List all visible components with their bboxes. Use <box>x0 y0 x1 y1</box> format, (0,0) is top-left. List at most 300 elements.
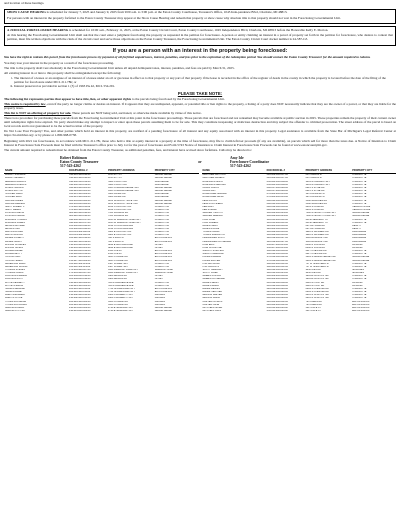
cell-parcel: 300-026-400-024-00 <box>266 212 288 215</box>
cell-address: 1407 KINSEL HWY <box>108 262 129 265</box>
cell-parcel: 070-010-100-011-00 <box>69 205 91 208</box>
cell-parcel: 100-030-200-040-00 <box>69 227 91 230</box>
cell-address: 8460 N STATE RD <box>305 246 325 249</box>
cell-city: DIMONDALE <box>154 183 169 186</box>
cell-city: GRAND LEDGE <box>154 190 172 193</box>
cell-name: WAGGY BEVERLY <box>5 177 26 180</box>
cell-city: VERMONTVILLE <box>352 205 371 208</box>
cell-city: CHARLOTTE <box>154 205 169 208</box>
cell-parcel: 160-011-300-019-00 <box>69 262 91 265</box>
cell-address: 9120 VERMONTVILLE HWY <box>108 269 138 271</box>
cell-city: LANSING <box>154 297 165 300</box>
header-name: NAME <box>202 170 266 173</box>
cell-parcel: 240-008-300-017-00 <box>266 174 288 177</box>
cell-city: DIMONDALE <box>352 240 367 243</box>
cell-parcel: 440-023-200-001-00 <box>266 300 288 303</box>
cell-city: LANSING <box>154 303 165 306</box>
contact-title: Foreclosure Coordinator <box>230 160 270 164</box>
cell-parcel: 200-016-300-011-00 <box>69 287 91 290</box>
cell-parcel: 220-029-100-004-00 <box>69 300 91 303</box>
cell-address: 1845 E CLINTON TRL <box>305 278 329 281</box>
cell-name: MARTIN JOYCE <box>5 297 23 300</box>
cell-address: 2043 S IONIA RD <box>305 209 324 212</box>
cell-parcel: 360-034-100-003-00 <box>266 250 288 253</box>
cell-city: VERMONTVILLE <box>352 209 371 212</box>
cell-address: 717 W SHEPHERD ST <box>305 262 330 265</box>
judicial-text: is scheduled for 10:00 a.m., February 11, 2025, at the Eaton County Circuit Court, Eaton County Courthouse, 1045 Independence Blvd, Charlotte, MI 48813 before the Honorable Kelly E. Morton. <box>68 27 329 32</box>
cell-city: OLIVET <box>154 243 164 246</box>
cell-name: WALKER TIMOTHY <box>202 212 224 215</box>
header-address: PROPERTY ADDRESS <box>305 170 352 173</box>
cell-name: JACKSON ANDREW <box>5 275 27 278</box>
cell-name: CARTER BRENDA <box>5 202 25 205</box>
cell-name: BAKER HEATHER <box>202 291 222 294</box>
cell-parcel: 350-007-200-015-00 <box>266 243 288 246</box>
auction-paragraph: There is no procedure for purchasing these parcels from the Foreclosing Governmental Unit at this point in the foreclosure proceedings. Those parcels that are foreclosed and not redeemed may become available at public auction in 2025. These properties remain the property of their current owner until redemption rights have expired. No party should make any attempt to inspect or enter upon these parcels assuming them to be for sale. This may constitute trespassing or malicious destruction and may subject the offender to criminal prosecution. The street address of the parcel is based on local records and is not guaranteed to be the actual location of the property. <box>4 116 396 129</box>
surplus-paragraph: Beginning with 2021 tax foreclosures, in accordance with MCL 211.78t, those who held a title or equity interest in a property at the time of foreclosure, may file to claim leftover proceeds (if any are available), on parcels which sell for more than the taxes due. A Notice of Intention to Claim Interest in Foreclosure Sale Proceeds must be filed with the Treasurer's office prior to July 1st for the year of foreclosure and Form 5743 Notice of Intention to Claim Interest in Foreclosure Sale Proceeds can be found at www.eatoncountymi.gov. <box>4 138 396 147</box>
cell-city: EATON RAPIDS <box>154 250 172 253</box>
cell-address: 1101 W MOUNT HOPE HWY <box>108 199 139 202</box>
cell-city: DEWITT <box>352 227 362 230</box>
cell-parcel: 450-011-300-034-00 <box>266 310 288 313</box>
cell-address: 2235 N CLINTON TRL <box>305 297 329 300</box>
cell-address: 1184 WINDSOR HWY <box>305 240 329 243</box>
cell-address: 8832 E MICHIGAN AVE <box>108 246 133 249</box>
cell-city: CHARLOTTE <box>352 221 367 224</box>
show-cause-text-2: For persons with an interest in the property forfeited to the Eaton County Treasurer may appear at the Show Cause Hearing and redeem that property or show cause why absolute title to that property should not vest in the Foreclosing Governmental Unit. <box>7 15 341 20</box>
cell-parcel: 410-030-300-008-00 <box>266 284 288 287</box>
cell-city: CHARLOTTE <box>154 265 169 268</box>
cell-parcel: 400-006-200-038-00 <box>266 278 288 281</box>
cell-name: MILLER JOSEPH <box>5 237 24 240</box>
cell-name: HARRIS DIANE <box>5 291 22 294</box>
cell-city: DIMONDALE <box>352 231 367 234</box>
cell-name: WALKER BRENDA <box>202 215 223 218</box>
cell-name: ALLEN NICOLE <box>202 227 220 230</box>
contact-coordinator <box>230 156 340 169</box>
cell-city: CHARLOTTE <box>352 253 367 256</box>
cell-address: 1101 W MOUNT HOPE HWY <box>108 202 139 205</box>
header-parcel: DOC/PARCEL # <box>68 170 107 173</box>
cell-city: CHARLOTTE <box>352 275 367 278</box>
cell-city: CHARLOTTE <box>352 190 367 193</box>
cell-address: 3920 N GUNNELL RD <box>305 231 329 234</box>
note-bold: The following list represents parties that appear to have title, lien, or other apparent rights <box>4 96 132 101</box>
cell-name: LEWIS RYAN <box>202 199 217 202</box>
table-row <box>202 310 397 313</box>
cell-address: 7651 LANSING RD <box>108 215 129 218</box>
cell-name: MYERS HAROLD <box>5 186 24 189</box>
cell-address: 6045 S CANAL RD <box>108 256 128 259</box>
cell-name: KING CHRISTINE <box>202 246 222 249</box>
cell-name: LOPEZ ANDREW <box>202 256 221 259</box>
cell-name: MOORE BETTY <box>5 253 22 256</box>
cell-address: 503 STATE ST <box>305 306 321 309</box>
cell-city: EATON RAPIDS <box>154 259 172 262</box>
cell-name: WRIGHT STEPHEN <box>202 250 224 253</box>
cell-city: GRAND LEDGE <box>352 259 370 262</box>
cell-city: OLIVET <box>154 275 164 278</box>
header-name: NAME <box>4 170 68 173</box>
cell-address: 2310 N M-50 <box>108 253 122 256</box>
cell-address: 503 STATE ST <box>305 310 321 313</box>
cell-address: 615 HARRIS ST <box>305 174 323 177</box>
cell-city: MULLIKEN <box>352 269 364 271</box>
cell-name: TAYLOR HELEN <box>5 259 23 262</box>
cell-parcel: 070-010-100-011-00 <box>69 209 91 212</box>
cell-parcel: 260-017-400-028-00 <box>266 190 288 193</box>
cell-address: 4401 E CLINTON TRL <box>108 234 132 237</box>
cell-city: VERMONTVILLE <box>154 272 173 275</box>
cell-city: CHARLOTTE <box>352 291 367 294</box>
not-offering: This list is NOT an offering of property for sale. <box>4 111 72 116</box>
show-cause-box <box>4 9 396 25</box>
cell-name: HERNANDEZ SCOTT <box>202 237 226 240</box>
cell-city: CHARLOTTE <box>154 284 169 287</box>
cell-city: DIMONDALE <box>352 237 367 240</box>
cell-name: RODRIGUEZ JEFFREY <box>202 193 228 196</box>
cell-address: 511 W LAWRENCE AVE <box>108 284 134 287</box>
cell-address: 5093 S GRAND LEDGE HWY <box>305 256 337 259</box>
cell-name: JACKSON RUTH <box>5 278 24 281</box>
cell-name: ADAMS MARIA <box>202 284 219 287</box>
cell-address: 2790 E SAGINAW HWY <box>108 306 134 309</box>
cell-name: MARTINEZ ANTHONY <box>202 174 227 177</box>
cell-address: 4456 N CANAL RD <box>108 300 128 303</box>
cell-parcel: 200-016-300-011-00 <box>69 291 91 294</box>
cell-address: 3388 BRIGGS RD <box>108 278 127 281</box>
cell-name: TAYLOR PAUL <box>5 256 21 259</box>
cell-city: CHARLOTTE <box>352 183 367 186</box>
cell-address: 6045 S CANAL RD <box>108 259 128 262</box>
cell-parcel: 050-015-300-002-00 <box>69 196 91 199</box>
cell-address: 6675 E HOWE RD <box>305 224 325 227</box>
contact-name: Amy Ide <box>230 155 244 160</box>
cell-address: 2617 CHESTER RD <box>305 250 327 253</box>
cell-address: 9352 IVES RD <box>305 272 321 275</box>
existing-interest-paragraph: All existing interest in or lien to this property shall be extinguished except the following: <box>4 71 122 76</box>
cell-parcel: 220-029-100-004-00 <box>69 303 91 306</box>
cell-name: CLARK AMY <box>202 190 216 193</box>
cell-parcel: 150-027-100-002-00 <box>69 256 91 259</box>
cell-name: HOOKER LARRY <box>5 193 24 196</box>
cell-parcel: 270-004-200-013-00 <box>266 193 288 196</box>
cell-name: MARTINEZ ANGELA <box>202 177 225 180</box>
cell-name: MOORE DANIEL <box>5 250 23 253</box>
cell-city: CHARLOTTE <box>352 294 367 297</box>
redeem-paragraph: You have the right to redeem this parcel from the foreclosure process by payment of all forfeited unpaid taxes, interest, penalties, and fees prior to the expiration of the redemption period. You should contact the Eaton County Treasurer for the amount required to redeem. <box>4 55 371 60</box>
cell-name: WHITE SHARON <box>5 284 24 287</box>
cell-parcel: 090-006-100-017-00 <box>69 221 91 224</box>
cell-address: 1212 N COCHRAN AVE <box>108 224 133 227</box>
cell-city: OLIVET <box>154 246 164 249</box>
cell-name: HALL JOSE <box>202 218 215 221</box>
cell-city: GRAND LEDGE <box>154 306 172 309</box>
table-row <box>4 310 199 313</box>
cell-address: 1908 S WAVERLY HWY <box>108 297 134 300</box>
cell-parcel: 380-025-400-012-00 <box>266 262 288 265</box>
cell-city: GRAND LEDGE <box>154 202 172 205</box>
cell-name: BRENNAN LINDA M <box>5 183 27 186</box>
cell-name: GARCIA CYNTHIA <box>5 310 25 313</box>
cell-parcel: 180-009-200-014-00 <box>69 275 91 278</box>
cell-city: EATON RAPIDS <box>352 300 370 303</box>
contact-treasurer <box>60 156 170 169</box>
cell-name: THOMPSON LAURA <box>5 303 27 306</box>
parcel-table-left-body <box>4 174 199 313</box>
cell-address: 6160 CANAL RD <box>108 193 126 196</box>
cell-name: HILL CAROLYN <box>202 265 220 268</box>
cell-address: 615 HARRIS ST <box>305 177 323 180</box>
cell-name: CARTER JAMES <box>5 199 23 202</box>
cell-address: 9120 VERMONTVILLE HWY <box>108 272 138 275</box>
cell-address: 1212 N COCHRAN AVE <box>108 227 133 230</box>
cell-name: MILLER NANCY <box>5 240 23 243</box>
cell-address: 1276 LANSING ST <box>305 193 326 196</box>
cell-parcel: 330-028-300-010-00 <box>266 231 288 234</box>
cell-name: LEE GARY <box>202 205 215 208</box>
cell-name: WILLIAMS KAREN <box>5 221 25 224</box>
cell-address: 8832 E MICHIGAN AVE <box>108 243 133 246</box>
cell-address: 2235 N CLINTON TRL <box>305 294 329 297</box>
cell-city: DIMONDALE <box>154 196 169 199</box>
cell-parcel: 140-018-200-033-00 <box>69 250 91 253</box>
cell-parcel: 050-015-300-002-00 <box>69 193 91 196</box>
cell-name: JOHNSON KEVIN <box>5 212 25 215</box>
cell-parcel: 060-001-200-020-00 <box>69 199 91 202</box>
cell-parcel: 230-013-200-022-00 <box>69 310 91 313</box>
cell-city: GRAND LEDGE <box>154 174 172 177</box>
cell-address: 7724 SPICERVILLE HWY <box>108 287 135 290</box>
cell-address: 1215 4TH ST <box>108 177 122 180</box>
cell-name: SCOTT JANET <box>202 272 219 275</box>
cell-parcel: 130-005-400-021-00 <box>69 243 91 246</box>
cell-parcel: 440-023-200-001-00 <box>266 303 288 306</box>
cell-address: 410 E SEMINARY ST <box>305 218 328 221</box>
cell-name: KING ERIC <box>202 243 215 246</box>
contacts <box>4 156 396 169</box>
cell-city: CHARLOTTE <box>352 287 367 290</box>
cell-parcel: 290-012-300-006-00 <box>266 205 288 208</box>
cell-address: 5420 S ROOT RD <box>108 183 127 186</box>
header-address: PROPERTY ADDRESS <box>107 170 154 173</box>
cell-name: BRENNAN DAVID A <box>5 180 27 183</box>
cell-name: BAKER DENNIS <box>202 287 220 290</box>
contact-name: Robert Robinson <box>60 155 87 160</box>
cell-address: 2310 N M-50 <box>108 250 122 253</box>
cell-name: THOMAS CAROL <box>5 272 24 275</box>
cell-parcel: 010-016-100-010-00 <box>69 174 91 177</box>
cell-parcel: 370-010-300-032-00 <box>266 259 288 262</box>
cell-city: CHARLOTTE <box>352 193 367 196</box>
cell-name: BROWN LISA <box>5 227 20 230</box>
cell-name: BROWN MICHAEL <box>5 224 25 227</box>
cell-city: CHARLOTTE <box>352 196 367 199</box>
cell-parcel: 080-020-400-030-00 <box>69 215 91 218</box>
cell-city: CHARLOTTE <box>352 265 367 268</box>
cell-name: JOHNSON SARAH <box>5 215 26 218</box>
cell-address: 7192 W MOUNT HOPE HWY <box>305 215 337 218</box>
exceptions-list <box>4 77 396 89</box>
cell-address: 3455 N GRAND LEDGE HWY <box>108 190 140 193</box>
cell-parcel: 280-031-100-036-00 <box>266 199 288 202</box>
cell-name: SMITH DEBRA <box>5 209 21 212</box>
cell-city: CHARLOTTE <box>352 177 367 180</box>
cell-address: 4126 W HOLT RD <box>305 284 325 287</box>
cell-city: EATON RAPIDS <box>154 253 172 256</box>
cell-name: YOUNG SAMANTHA <box>202 234 225 237</box>
cell-parcel: 080-020-400-030-00 <box>69 212 91 215</box>
cell-address: 7651 LANSING RD <box>108 212 129 215</box>
cell-parcel: 270-004-200-013-00 <box>266 196 288 199</box>
cell-city: LANSING <box>352 243 363 246</box>
cell-name: ADAMS JERRY <box>202 281 220 284</box>
cell-city: GRAND LEDGE <box>154 310 172 313</box>
cell-parcel: 310-015-200-031-00 <box>266 221 288 224</box>
cell-parcel: 040-024-400-005-00 <box>69 186 91 189</box>
cell-parcel: 370-010-300-032-00 <box>266 256 288 259</box>
cell-address: 717 W SHEPHERD ST <box>305 265 330 268</box>
cell-address: 6160 CANAL RD <box>108 196 126 199</box>
cell-parcel: 180-009-200-014-00 <box>69 278 91 281</box>
cell-city: CHARLOTTE <box>154 209 169 212</box>
cell-parcel: 130-005-400-021-00 <box>69 246 91 249</box>
cell-city: EATON RAPIDS <box>352 306 370 309</box>
cell-name: NELSON DIANA <box>202 297 220 300</box>
cell-city: GRAND LEDGE <box>352 256 370 259</box>
cell-city: VERMONTVILLE <box>154 269 173 271</box>
cell-name: HOOKER MARY <box>5 196 23 199</box>
cell-city: DIMONDALE <box>154 193 169 196</box>
cell-name: HALL PAMELA <box>202 221 219 224</box>
cell-name: LOPEZ RACHEL <box>202 259 221 262</box>
cell-parcel: 040-024-400-005-00 <box>69 190 91 193</box>
cell-city: CHARLOTTE <box>352 199 367 202</box>
notice-rest: , even if the party no longer claims or desires an interest. If it appears that they are undisputed, apparent, or potential title or lien rights to the property, a listing of a party does NOT necessarily indicate that they are the owner of a parcel, or that they are liable for the property taxes. <box>4 101 397 110</box>
cell-city: GRAND LEDGE <box>154 199 172 202</box>
cell-name: YOUNG FRANK <box>202 231 220 234</box>
cell-city: EATON RAPIDS <box>154 240 172 243</box>
cell-address: 5508 MULLIKEN RD <box>305 202 328 205</box>
cell-address: 2617 CHESTER RD <box>305 253 327 256</box>
cell-parcel: 300-026-400-024-00 <box>266 215 288 218</box>
cell-address: 3455 N GRAND LEDGE HWY <box>108 186 140 189</box>
not-offering-rest: These parcels are NOT being sold, auctioned, or otherwise made available by virtue of this notice. <box>71 111 202 116</box>
cell-parcel: 030-030-500-013-00 <box>69 180 91 183</box>
cell-address: 8815 S STINE RD <box>305 186 325 189</box>
cell-parcel: 170-033-400-007-00 <box>69 269 91 271</box>
cell-name: GREEN CATHERINE <box>202 278 225 281</box>
cell-address: 5508 MULLIKEN RD <box>305 199 328 202</box>
amount-paragraph: The current amount required to redeem must be obtained from the Eaton County Treasurer, as additional penalties, fees, and interest have accrued since forfeiture. Calls may be directed to: <box>4 147 252 152</box>
cell-city: EATON RAPIDS <box>352 310 370 313</box>
cell-name: WHITE KENNETH <box>5 281 25 284</box>
cell-name: THOMAS STEVEN <box>5 269 25 271</box>
please-take-note-heading: PLEASE TAKE NOTE: <box>177 91 223 97</box>
cell-address: 3341 W KALAMO HWY <box>305 180 331 183</box>
judicial-box <box>4 26 396 46</box>
show-cause-label: SHOW CAUSE HEARING <box>7 10 46 15</box>
cell-city: EATON RAPIDS <box>154 256 172 259</box>
title-vest-paragraph: The title to the property shall vest absolutely in the Foreclosing Governmental Unit unless all unpaid delinquent taxes, interest, penalties, and fees are paid by March 31, 2025. <box>4 65 235 70</box>
cell-name: MITCHELL JOAN <box>202 310 221 313</box>
parcel-table-left <box>4 170 199 313</box>
cell-address: 3015 W VERMONTVILLE HWY <box>108 221 141 224</box>
cell-address: 1184 WINDSOR HWY <box>305 237 329 240</box>
cell-name: WILSON SUSAN <box>5 246 23 249</box>
intro-cut-text: and location of these hearings. <box>4 2 45 5</box>
cell-city: LANSING <box>154 300 165 303</box>
cell-city: GRAND LEDGE <box>154 186 172 189</box>
cell-city: CHARLOTTE <box>154 262 169 265</box>
cell-city: CHARLOTTE <box>352 202 367 205</box>
cell-city: CHARLOTTE <box>154 234 169 237</box>
cell-parcel: 340-019-400-027-00 <box>266 240 288 243</box>
cell-parcel: 400-006-200-038-00 <box>266 275 288 278</box>
note-rest: to the parcels being foreclosed by the Foreclosing Governmental Unit. <box>131 96 225 101</box>
cell-city: CHARLOTTE <box>352 180 367 183</box>
cell-parcel: 280-031-100-036-00 <box>266 202 288 205</box>
show-cause-text: is scheduled for January 7, 2025 and January 9, 2025 from 9:00 a.m. to 3:00 p.m. at the Eaton County Courthouse, Treasurer's Office, 1045 Inde-pendence Blvd, Charlotte, MI 48813. <box>45 10 288 15</box>
cell-address: 2790 E SAGINAW HWY <box>108 310 134 313</box>
notice-required: This notice is required by law <box>4 101 46 106</box>
cell-parcel: 160-011-300-019-00 <box>69 265 91 268</box>
exception-item: ii. Interest preserved as provided in section 1 (3) of 1963 PA 42, MCL 554.291. <box>14 85 396 89</box>
judicial-text-2: At this hearing the Foreclosing Governmental Unit shall ask that the court enter a judgment foreclosing the property as requested in the petition for foreclosure. A person or entity claiming an interest in a parcel of property set forth in the petition for foreclosure, who desires to contest that petition, must file written objections with the clerk of the circuit court and serve those objections on the Eaton County Treasurer, the Foreclosing Governmental Unit. The Eaton County Circuit Court docket number is 24-587-CZ. <box>7 32 393 41</box>
cell-city: LANSING <box>352 246 363 249</box>
cell-parcel: 390-014-100-025-00 <box>266 269 288 271</box>
cell-parcel: 210-002-400-035-00 <box>69 297 91 300</box>
cell-address: 1845 E CLINTON TRL <box>305 275 329 278</box>
cell-parcel: 320-003-100-018-00 <box>266 224 288 227</box>
cell-address: 4126 W HOLT RD <box>305 281 325 284</box>
cell-city: CHARLOTTE <box>352 250 367 253</box>
cell-city: GRAND LEDGE <box>352 215 370 218</box>
cell-address: 6609 S CHESTER RD <box>305 291 329 294</box>
cell-address: 8815 S STINE RD <box>305 190 325 193</box>
cell-city: EATON RAPIDS <box>352 303 370 306</box>
header-parcel: DOC/PARCEL # <box>266 170 305 173</box>
cell-parcel: 250-021-100-009-00 <box>266 183 288 186</box>
cell-city: EATON RAPIDS <box>154 237 172 240</box>
cell-parcel: 350-007-200-015-00 <box>266 246 288 249</box>
cell-address: 6609 S CHESTER RD <box>305 287 329 290</box>
cell-parcel: 290-012-300-006-00 <box>266 209 288 212</box>
cell-parcel: 090-006-100-017-00 <box>69 218 91 221</box>
cell-name: WILLIAMS THOMAS <box>5 218 27 221</box>
cell-city: MULLIKEN <box>352 272 364 275</box>
cell-city: CHARLOTTE <box>352 218 367 221</box>
cell-city: LANSING <box>352 281 363 284</box>
cell-city: CHARLOTTE <box>154 221 169 224</box>
cell-name: CARTER JULIE <box>202 303 220 306</box>
cell-parcel: 450-011-300-034-00 <box>266 306 288 309</box>
cell-parcel: 150-027-100-002-00 <box>69 259 91 262</box>
cell-city: EATON RAPIDS <box>154 287 172 290</box>
cell-city: CHARLOTTE <box>154 218 169 221</box>
cell-address: 550 S MAIN ST <box>108 237 125 240</box>
cell-address: 5420 S ROOT RD <box>108 180 127 183</box>
cell-address: 7970 DEAN RD <box>305 300 322 303</box>
cell-address: 6675 E HOWE RD <box>305 227 325 230</box>
cell-parcel: 420-018-400-020-00 <box>266 291 288 294</box>
cell-parcel: 420-018-400-020-00 <box>266 287 288 290</box>
cell-city: CHARLOTTE <box>154 227 169 230</box>
cell-name: MYERS RUTH A <box>5 190 23 193</box>
cell-parcel: 430-001-100-029-00 <box>266 294 288 297</box>
cell-name: ANDERSON MARK <box>5 262 26 265</box>
cell-name: GREEN JOSHUA <box>202 275 221 278</box>
